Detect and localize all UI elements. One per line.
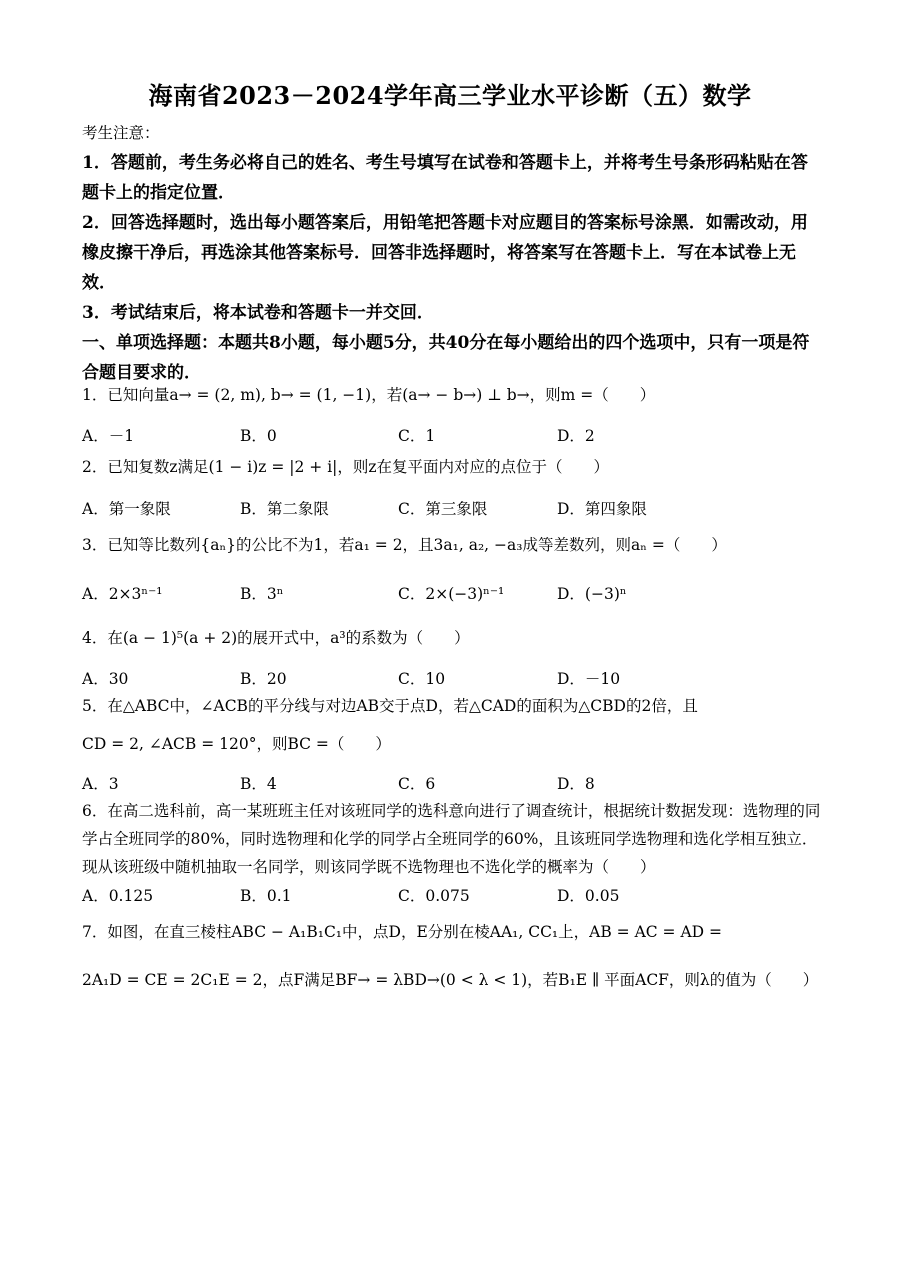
question-stem: 3．已知等比数列{aₙ}的公比不为1，若a₁ = 2，且3a₁, a₂, −a₃成等差数列，则aₙ =（ ） [82, 536, 727, 554]
option-c: C．10 [398, 670, 446, 688]
option-a: A．3 [82, 775, 119, 793]
notice-item-1: 1．答题前，考生务必将自己的姓名、考生号填写在试卷和答题卡上，并将考生号条形码粘贴在答题卡上的指定位置． [82, 153, 808, 203]
question-stem: 7．如图，在直三棱柱ABC − A₁B₁C₁中，点D，E分别在棱AA₁, CC₁上，AB = AC = AD = [82, 923, 723, 941]
question-stem: 1．已知向量a→ = (2, m), b→ = (1, −1)，若(a→ − b→) ⊥ b→，则m =（ ） [82, 386, 656, 404]
notice-heading: 考生注意： [82, 124, 160, 142]
question-6-options [82, 884, 822, 910]
option-d: D．2 [557, 427, 595, 445]
option-b: B．0.1 [240, 887, 292, 905]
option-a: A．－1 [82, 427, 135, 445]
question-4-options [82, 667, 822, 693]
question-7-continued [82, 966, 822, 994]
option-a: A．30 [82, 670, 129, 688]
option-b: B．3ⁿ [240, 585, 284, 603]
option-a: A．第一象限 [82, 500, 171, 518]
notice-item-3: 3．考试结束后，将本试卷和答题卡一并交回． [82, 303, 434, 323]
question-stem: 2．已知复数z满足(1 − i)z = |2 + i|，则z在复平面内对应的点位于（ ） [82, 458, 610, 476]
question-stem-continued: CD = 2, ∠ACB = 120°，则BC =（ ） [82, 735, 391, 753]
question-1 [82, 381, 822, 409]
question-5 [82, 692, 822, 720]
question-stem: 4．在(a − 1)⁵(a + 2)的展开式中，a³的系数为（ ） [82, 629, 470, 647]
option-c: C．1 [398, 427, 436, 445]
question-5-options [82, 772, 822, 798]
option-d: D．(−3)ⁿ [557, 585, 627, 603]
option-b: B．4 [240, 775, 277, 793]
question-5-continued [82, 730, 822, 758]
question-6 [82, 797, 822, 881]
exam-notice [82, 118, 822, 388]
section-heading: 一、单项选择题：本题共8小题，每小题5分，共40分在每小题给出的四个选项中，只有一项是符合题目要求的． [82, 333, 810, 383]
question-stem-continued: 2A₁D = CE = 2C₁E = 2，点F满足BF→ = λBD→(0 < λ < 1)，若B₁E ∥ 平面ACF，则λ的值为（ ） [82, 971, 819, 989]
option-c: C．2×(−3)ⁿ⁻¹ [398, 585, 505, 603]
question-3 [82, 531, 822, 559]
option-c: C．0.075 [398, 887, 470, 905]
option-a: A．0.125 [82, 887, 154, 905]
option-d: D．－10 [557, 670, 621, 688]
notice-item-2: 2．回答选择题时，选出每小题答案后，用铅笔把答题卡对应题目的答案标号涂黑．如需改动，用橡皮擦干净后，再选涂其他答案标号．回答非选择题时，将答案写在答题卡上．写在本试卷上无效． [82, 213, 808, 293]
option-d: D．0.05 [557, 887, 620, 905]
option-b: B．0 [240, 427, 277, 445]
option-d: D．第四象限 [557, 500, 647, 518]
option-a: A．2×3ⁿ⁻¹ [82, 585, 163, 603]
option-b: B．20 [240, 670, 287, 688]
question-stem: 5．在△ABC中，∠ACB的平分线与对边AB交于点D，若△CAD的面积为△CBD的2倍，且 [82, 697, 698, 715]
question-stem: 6．在高二选科前，高一某班班主任对该班同学的选科意向进行了调查统计，根据统计数据发现：选物理的同学占全班同学的80%，同时选物理和化学的同学占全班同学的60%，且该班同学选物理和选化学相互独立．现从该班级中随机抽取一名同学，则该同学既不选物理也不选化学的概率为（ ） [82, 802, 821, 876]
question-2-options [82, 497, 822, 523]
option-c: C．第三象限 [398, 500, 488, 518]
question-4 [82, 624, 822, 652]
option-d: D．8 [557, 775, 595, 793]
question-1-options [82, 424, 822, 450]
page-title: 海南省2023－2024学年高三学业水平诊断（五）数学 [148, 81, 752, 110]
question-3-options [82, 582, 822, 608]
option-b: B．第二象限 [240, 500, 329, 518]
question-2 [82, 453, 822, 481]
option-c: C．6 [398, 775, 436, 793]
question-7 [82, 918, 822, 946]
